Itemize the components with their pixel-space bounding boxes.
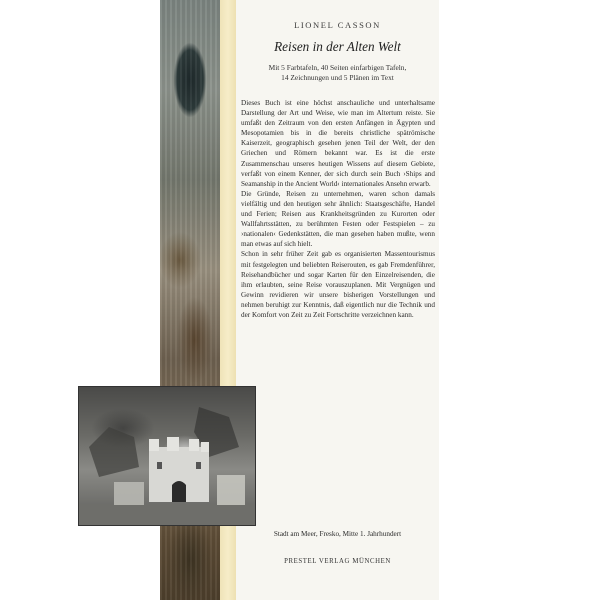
fresko-drawing bbox=[79, 387, 255, 525]
figure-caption: Stadt am Meer, Fresko, Mitte 1. Jahrhundert bbox=[273, 530, 402, 538]
flap-page bbox=[236, 0, 439, 600]
blurb-paragraph: Schon in sehr früher Zeit gab es organisierten Massentourismus mit festgelegten und beliebten Reiserouten, es gab Fremdenführer, Reisehandbücher und sogar Karten für den Einzelreisenden, die ihm erlaubten, seine Reise vorauszuplanen. Mit Vergnügen und Gewinn revidieren wir unsere bisherigen Vorstellungen und nehmen beruhigt zur Kenntnis, daß eigentlich nur die Technik und der Komfort von Zeit zu Zeit Fortschritte verzeichnen kann. bbox=[241, 250, 435, 319]
blurb-paragraph: Dieses Buch ist eine höchst anschauliche und unterhaltsame Darstellung der Art und Weise, wie man im Altertum reiste. Sie umfaßt den Zeitraum von den ersten Anfängen in Ägypten und Mesopotamien bis in die bereits christliche spätrömische Kaiserzeit, geographisch gesehen jenen Teil der Welt, der den Griechen und Römern bekannt war. Es ist die erste Zusammenschau unseres heutigen Wissens auf diesem Gebiete, verfaßt von einem Kenner, der sich durch sein Buch ›Ships and Seamanship in the Ancient World‹ internationales Ansehn erwarb. bbox=[241, 99, 435, 188]
book-title: Reisen in der Alten Welt bbox=[274, 39, 401, 54]
subtitle-line: 14 Zeichnungen und 5 Plänen im Text bbox=[281, 73, 394, 83]
book-subtitle bbox=[242, 63, 433, 84]
fresko-image bbox=[78, 386, 256, 526]
subtitle-line: Mit 5 Farbtafeln, 40 Seiten einfarbigen Tafeln, bbox=[268, 63, 407, 72]
blurb-text bbox=[241, 98, 435, 320]
author-name: LIONEL CASSON bbox=[294, 20, 381, 30]
blurb-paragraph: Die Gründe, Reisen zu unternehmen, waren schon damals vielfältig und den heutigen sehr ähnlich: Staatsgeschäfte, Handel und Ferien; Reisen aus Krankheitsgründen zu Kurorten oder Wallfahrtsstätten, zu berühmten Festen oder Festspielen – zu ›nationalen‹ Gedenkstätten, die man gesehen haben mußte, wenn man etwas auf sich hielt. bbox=[241, 189, 435, 249]
publisher-name: PRESTEL VERLAG MÜNCHEN bbox=[284, 558, 391, 565]
